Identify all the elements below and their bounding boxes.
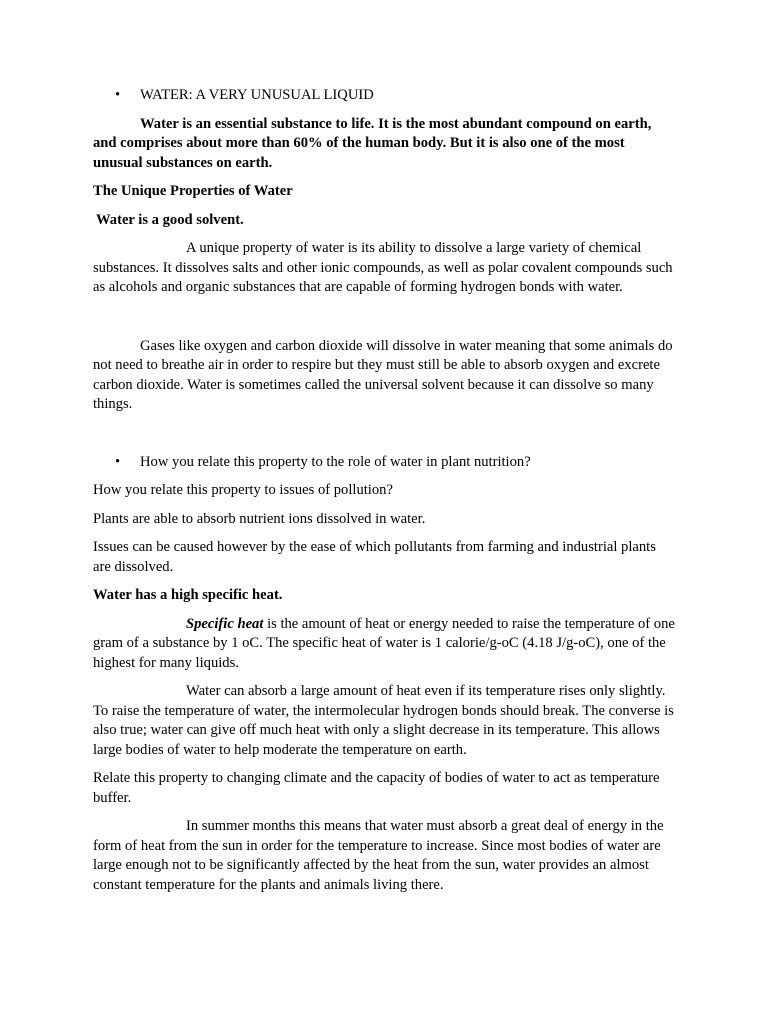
bullet-icon: • <box>115 87 121 103</box>
heat-paragraph-2: Water can absorb a large amount of heat even if its temperature rises only slightly. To raise the temperature of water, the intermolecular hydrogen bonds should break. The converse is also true; water can give off much heat with only a slight decrease in its temperature. This allows large bodies of water to help moderate the temperature on earth. <box>93 683 674 758</box>
document-title: WATER: A VERY UNUSUAL LIQUID <box>140 87 374 103</box>
intro-paragraph: Water is an essential substance to life. It is the most abundant compound on earth, and comprises about more than 60% of the human body. But it is also one of the most unusual substances on earth. <box>93 115 652 171</box>
heat-heading: Water has a high specific heat. <box>93 587 283 603</box>
bullet-icon: • <box>115 453 121 470</box>
solvent-paragraph-2: Gases like oxygen and carbon dioxide will dissolve in water meaning that some animals do not need to breathe air in order to respire but they must still be able to absorb oxygen and excrete carbon dioxide. Water is sometimes called the universal solvent because it can dissolve so many things. <box>93 337 673 412</box>
question-pollution: How you relate this property to issues of pollution? <box>93 482 393 498</box>
heat-paragraph-1 <box>93 615 677 674</box>
solvent-paragraph-1: A unique property of water is its ability to dissolve a large variety of chemical substances. It dissolves salts and other ionic compounds, as well as polar covalent compounds such as alcohols and organic substances that are capable of forming hydrogen bonds with water. <box>93 240 673 295</box>
summer-paragraph: In summer months this means that water must absorb a great deal of energy in the form of heat from the sun in order for the temperature to increase. Since most bodies of water are large enough not to be significantly affected by the heat from the sun, water provides an almost constant temperature for the plants and animals living there. <box>93 818 664 893</box>
spacer <box>93 307 677 337</box>
section-heading: The Unique Properties of Water <box>93 183 293 199</box>
question-bullet-item <box>93 453 677 473</box>
answer-plants: Plants are able to absorb nutrient ions dissolved in water. <box>93 510 426 527</box>
answer-pollutants: Issues can be caused however by the ease of which pollutants from farming and industrial plants are dissolved. <box>93 539 656 575</box>
relate-prompt: Relate this property to changing climate and the capacity of bodies of water to act as temperature buffer. <box>93 770 660 806</box>
document-page <box>93 86 677 904</box>
heat-paragraph-1-text: is the amount of heat or energy needed to raise the temperature of one gram of a substance by 1 oC. The specific heat of water is 1 calorie/g-oC (4.18 J/g-oC), one of the highest for many liquids. <box>93 615 675 671</box>
specific-heat-term: Specific heat <box>186 615 264 632</box>
title-bullet-item <box>93 86 677 106</box>
spacer <box>93 424 677 453</box>
solvent-heading: Water is a good solvent. <box>96 211 244 228</box>
question-plant-nutrition: How you relate this property to the role of water in plant nutrition? <box>140 453 531 470</box>
